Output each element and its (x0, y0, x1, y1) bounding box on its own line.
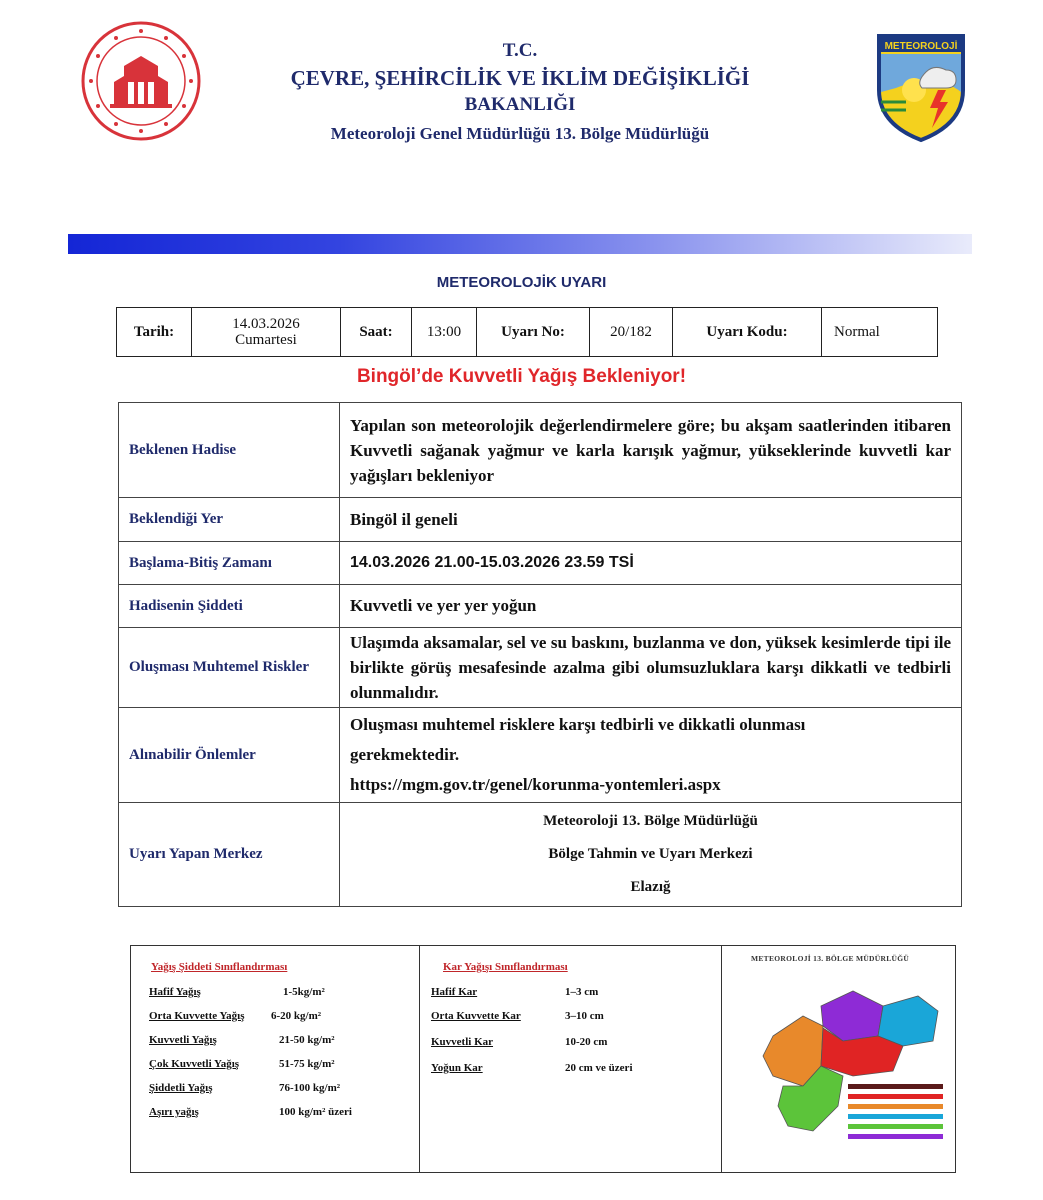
snow-class-value: 3–10 cm (565, 1010, 604, 1022)
warning-no-label: Uyarı No: (477, 308, 590, 357)
event-value: Yapılan son meteorolojik değerlendirmelere göre; bu akşam saatlerinden itibaren Kuvvetli sağanak yağmur ve karla karışık yağmur, yükseklerinde kuvvetli kar yağışları bekleniyor (340, 403, 962, 498)
snow-class-value: 1–3 cm (565, 986, 599, 998)
date-cell (192, 308, 341, 357)
legend-bars (848, 1084, 943, 1139)
warning-detail-table (118, 402, 962, 907)
header-ministry-2: BAKANLIĞI (464, 94, 576, 115)
rain-class-name: Aşırı yağış (149, 1106, 199, 1118)
header-directorate: Meteoroloji Genel Müdürlüğü 13. Bölge Müdürlüğü (330, 124, 710, 143)
header-ministry: ÇEVRE, ŞEHİRCİLİK VE İKLİM DEĞİŞİKLİĞİ (290, 66, 750, 90)
rain-class-item (149, 1058, 239, 1070)
snow-class-item (431, 1062, 483, 1074)
center-line-1: Meteoroloji 13. Bölge Müdürlüğü (543, 813, 758, 829)
warning-headline: Bingöl’de Kuvvetli Yağış Bekleniyor! (356, 366, 687, 387)
rain-class-value: 51-75 kg/m² (279, 1058, 335, 1070)
map-title: METEOROLOJİ 13. BÖLGE MÜDÜRLÜĞÜ (751, 954, 910, 963)
rain-class-value: 76-100 kg/m² (279, 1082, 341, 1094)
rain-class-name: Hafif Yağış (149, 986, 201, 998)
warning-code-label: Uyarı Kodu: (673, 308, 822, 357)
rain-class-name: Şiddetli Yağış (149, 1082, 213, 1094)
place-value: Bingöl il geneli (340, 498, 962, 542)
logo-text: METEOROLOJİ (884, 41, 958, 52)
snow-class-value: 20 cm ve üzeri (565, 1062, 633, 1074)
snow-class-name: Orta Kuvvette Kar (431, 1010, 521, 1022)
severity-value: Kuvvetli ve yer yer yoğun (340, 585, 962, 628)
divider (419, 946, 420, 1172)
snow-class-item (431, 986, 477, 998)
day-value: Cumartesi (235, 332, 297, 348)
snow-class-title: Kar Yağışı Sınıflandırması (443, 961, 568, 973)
rain-class-value: 100 kg/m² üzeri (279, 1106, 352, 1118)
rain-class-value: 1-5kg/m² (283, 986, 325, 998)
classification-box (130, 945, 956, 1173)
time-range-value: 14.03.2026 21.00-15.03.2026 23.59 TSİ (340, 542, 962, 585)
rain-class-value: 21-50 kg/m² (279, 1034, 335, 1046)
measures-link[interactable]: https://mgm.gov.tr/genel/korunma-yontemleri.aspx (350, 775, 721, 794)
measures-line-2: gerekmektedir. (350, 745, 460, 764)
document-title: METEOROLOJİK UYARI (436, 274, 607, 291)
snow-class-name: Yoğun Kar (431, 1062, 483, 1074)
rain-class-name: Çok Kuvvetli Yağış (149, 1058, 240, 1070)
risk-value: Ulaşımda aksamalar, sel ve su baskını, buzlanma ve don, yüksek kesimlerde tipi ile birlikte görüş mesafesinde azalma gibi olumsuzluklara karşı dikkatli ve tedbirli olunmalıdır. (340, 628, 962, 708)
header-tc: T.C. (502, 40, 538, 61)
measures-label: Alınabilir Önlemler (119, 708, 340, 803)
snow-class-item (431, 1010, 521, 1022)
center-line-2: Bölge Tahmin ve Uyarı Merkezi (548, 846, 753, 862)
snow-class-name: Hafif Kar (431, 986, 478, 998)
region-map (743, 966, 953, 1146)
warning-code-value: Normal (822, 308, 938, 357)
snow-class-value: 10-20 cm (565, 1036, 608, 1048)
map-region-blue (878, 996, 938, 1046)
rain-class-title: Yağış Şiddeti Sınıflandırması (151, 961, 288, 973)
time-label: Saat: (341, 308, 412, 357)
header-divider-bar (68, 234, 972, 254)
snow-class-item (431, 1036, 493, 1048)
rain-class-item (149, 986, 201, 998)
rain-class-item (149, 1106, 199, 1118)
rain-class-item (149, 1034, 217, 1046)
center-line-3: Elazığ (630, 879, 671, 895)
warning-info-table (116, 307, 938, 357)
rain-class-name: Kuvvetli Yağış (149, 1034, 217, 1046)
warning-no-value: 20/182 (590, 308, 673, 357)
time-value: 13:00 (412, 308, 477, 357)
snow-class-name: Kuvvetli Kar (431, 1036, 494, 1048)
center-label: Uyarı Yapan Merkez (119, 803, 340, 907)
date-label: Tarih: (117, 308, 192, 357)
rain-class-item (149, 1010, 245, 1022)
meteoroloji-logo (876, 32, 966, 144)
severity-label: Hadisenin Şiddeti (119, 585, 340, 628)
center-cell (340, 803, 962, 907)
measures-cell (340, 708, 962, 803)
rain-class-value: 6-20 kg/m² (271, 1010, 322, 1022)
place-label: Beklendiği Yer (119, 498, 340, 542)
rain-class-item (149, 1082, 212, 1094)
rain-class-name: Orta Kuvvette Yağış (149, 1010, 245, 1022)
time-range-label: Başlama-Bitiş Zamanı (119, 542, 340, 585)
measures-line-1: Oluşması muhtemel risklere karşı tedbirli ve dikkatli olunması (350, 715, 806, 734)
ministry-seal-logo (80, 20, 202, 142)
divider (721, 946, 722, 1172)
event-label: Beklenen Hadise (119, 403, 340, 498)
date-value: 14.03.2026 (232, 316, 300, 332)
risk-label: Oluşması Muhtemel Riskler (119, 628, 340, 708)
